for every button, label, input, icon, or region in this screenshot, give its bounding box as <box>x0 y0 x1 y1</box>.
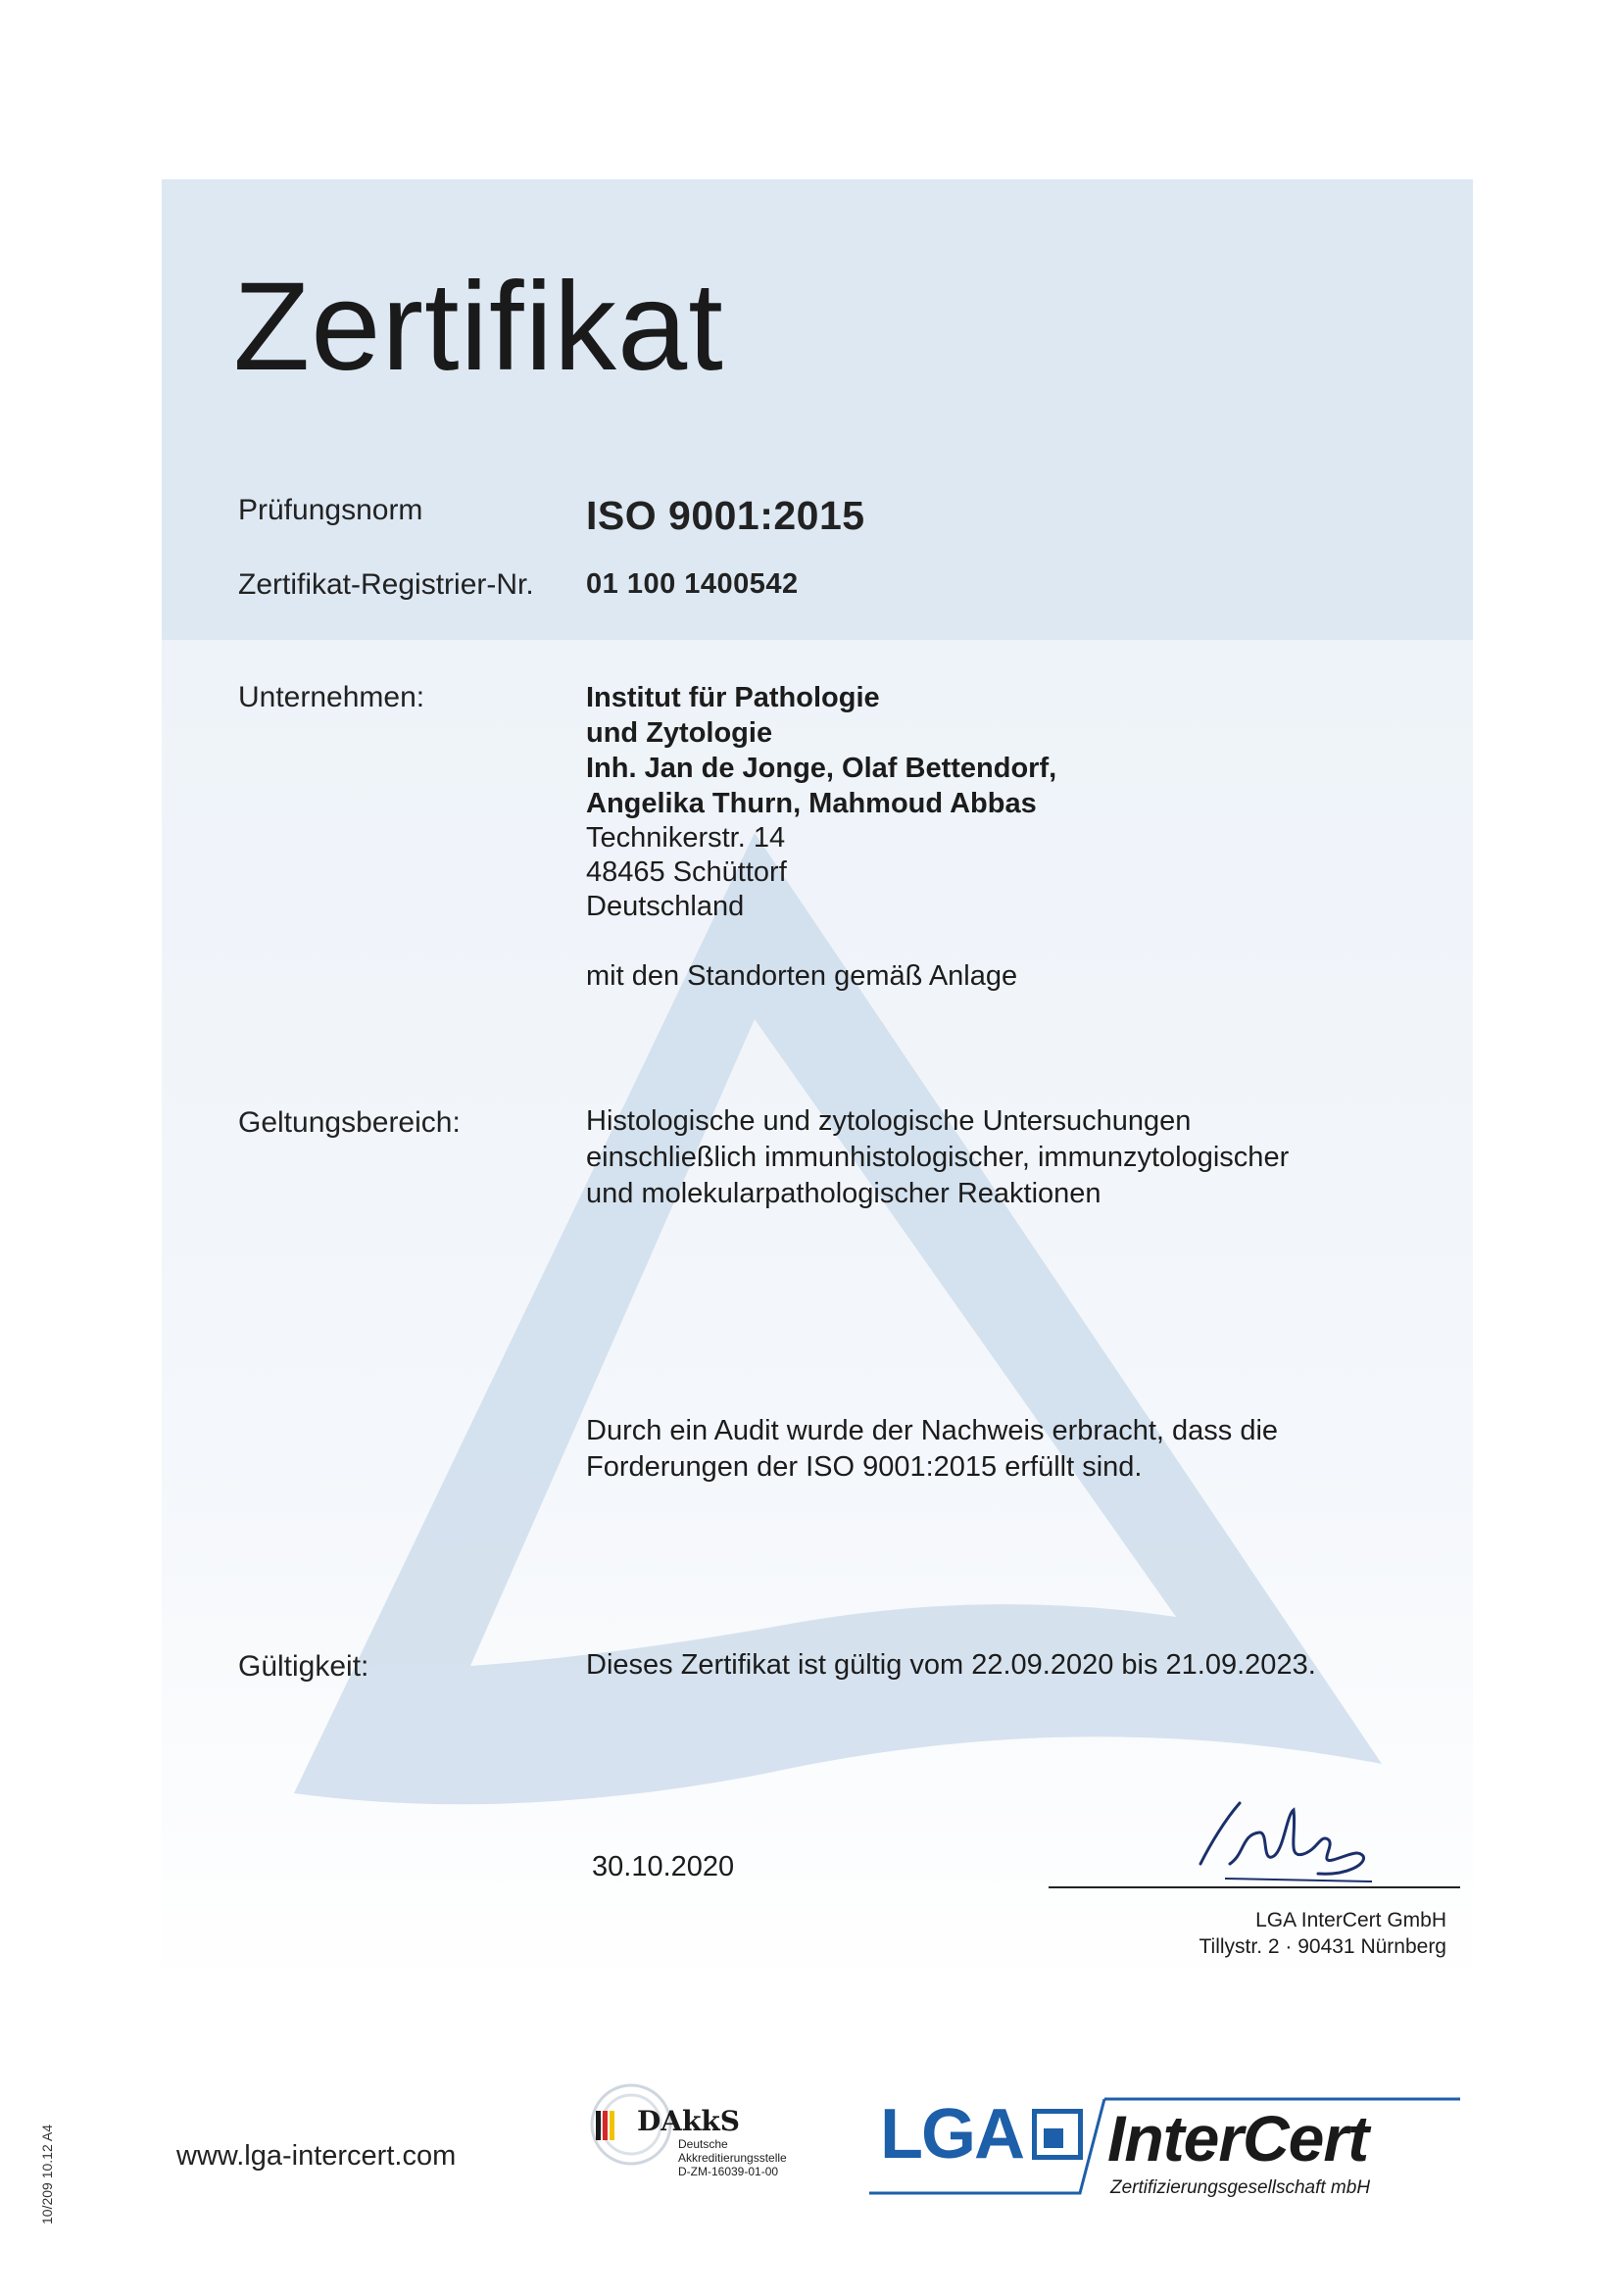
intercert-logo: InterCert <box>1107 2102 1369 2174</box>
company-block <box>586 680 1370 924</box>
issuer-address: Tillystr. 2 · 90431 Nürnberg <box>1199 1935 1446 1958</box>
scope-line: Histologische und zytologische Untersuchungen <box>586 1105 1192 1137</box>
form-code: 10/209 10.12 A4 <box>39 2125 55 2224</box>
company-line: Inh. Jan de Jonge, Olaf Bettendorf, <box>586 753 1057 784</box>
scope-label: Geltungsbereich: <box>238 1106 461 1139</box>
company-line: Angelika Thurn, Mahmoud Abbas <box>586 788 1037 819</box>
intercert-subtitle: Zertifizierungsgesellschaft mbH <box>1110 2177 1371 2198</box>
registration-label: Zertifikat-Registrier-Nr. <box>238 568 534 601</box>
dakks-sub-line: Akkreditierungsstelle <box>678 2151 787 2165</box>
lga-square-inner-icon <box>1044 2128 1063 2148</box>
website-link[interactable]: www.lga-intercert.com <box>176 2140 457 2172</box>
audit-line: Durch ein Audit wurde der Nachweis erbracht, dass die <box>586 1415 1279 1446</box>
company-label: Unternehmen: <box>238 681 425 713</box>
scope-line: und molekularpathologischer Reaktionen <box>586 1178 1101 1209</box>
address-line: Deutschland <box>586 891 745 922</box>
dakks-sub-line: D-ZM-16039-01-00 <box>678 2165 779 2178</box>
company-line: und Zytologie <box>586 717 773 749</box>
validity-text: Dieses Zertifikat ist gültig vom 22.09.2020 bis 21.09.2023. <box>586 1649 1316 1681</box>
scope-text <box>586 1103 1390 1212</box>
registration-number: 01 100 1400542 <box>586 568 799 600</box>
lga-logo: LGA <box>880 2095 1023 2174</box>
issuer-block <box>1199 1907 1446 1960</box>
dakks-text <box>637 2105 787 2178</box>
company-line: Institut für Pathologie <box>586 682 880 713</box>
standard-label: Prüfungsnorm <box>238 494 423 526</box>
standard-value: ISO 9001:2015 <box>586 493 865 538</box>
dakks-name: DAkkS <box>637 2105 741 2137</box>
locations-note: mit den Standorten gemäß Anlage <box>586 960 1018 992</box>
validity-label: Gültigkeit: <box>238 1650 369 1683</box>
address-line: 48465 Schüttorf <box>586 856 787 888</box>
audit-line: Forderungen der ISO 9001:2015 erfüllt sind. <box>586 1451 1143 1483</box>
address-line: Technikerstr. 14 <box>586 822 786 854</box>
signature-line <box>1049 1886 1460 1888</box>
scope-line: einschließlich immunhistologischer, immunzytologischer <box>586 1142 1290 1173</box>
issue-date: 30.10.2020 <box>592 1851 735 1882</box>
signature-icon <box>1171 1795 1377 1893</box>
dakks-sub-line: Deutsche <box>678 2137 728 2151</box>
audit-statement <box>586 1413 1390 1486</box>
issuer-name: LGA InterCert GmbH <box>1255 1909 1446 1931</box>
page-title: Zertifikat <box>233 257 724 397</box>
